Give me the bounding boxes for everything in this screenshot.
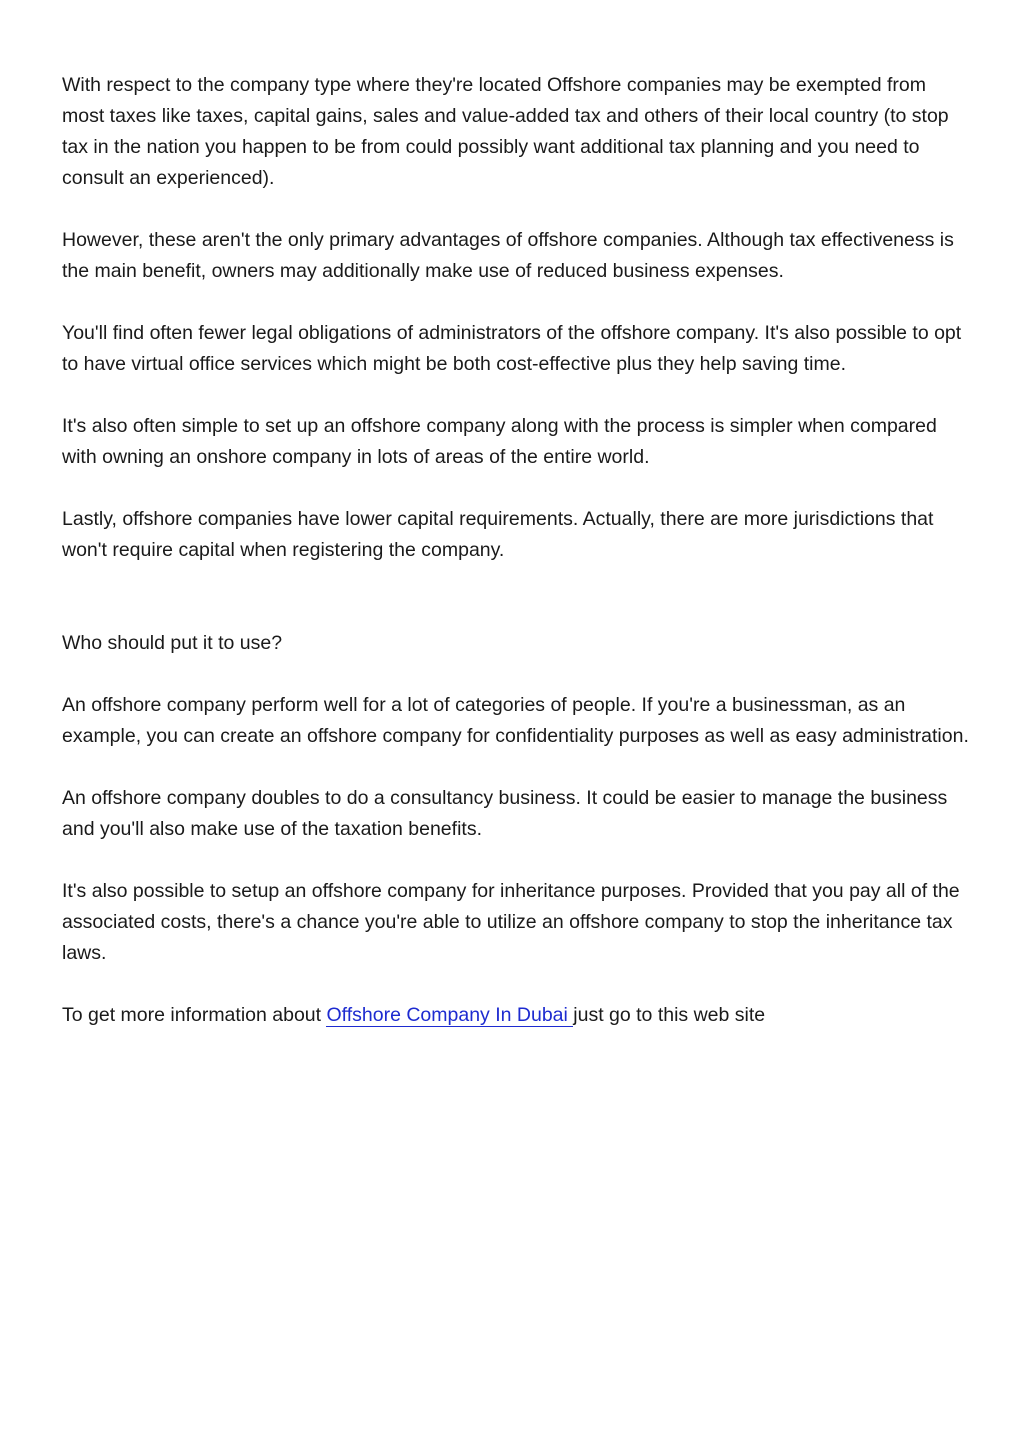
paragraph-legal-obligations: You'll find often fewer legal obligations of administrators of the offshore company. It's also possible to opt to have virtual office services which might be both cost-effective plus they help saving time. — [62, 322, 962, 375]
section-heading: Who should put it to use? — [62, 632, 283, 654]
closing-suffix: just go to this web site — [573, 1004, 766, 1026]
paragraph-consultancy: An offshore company doubles to do a consultancy business. It could be easier to manage the business and you'll also make use of the taxation benefits. — [62, 787, 948, 840]
closing-prefix: To get more information about — [62, 1004, 327, 1026]
closing-paragraph — [62, 1000, 972, 1031]
paragraph-simple-setup: It's also often simple to set up an offshore company along with the process is simpler when compared with owning an onshore company in lots of areas of the entire world. — [62, 415, 937, 468]
offshore-company-dubai-link[interactable]: Offshore Company In Dubai — [326, 1004, 574, 1026]
paragraph-capital-requirements: Lastly, offshore companies have lower capital requirements. Actually, there are more jurisdictions that won't require capital when registering the company. — [62, 508, 934, 561]
paragraph-categories-of-people: An offshore company perform well for a lot of categories of people. If you're a businessman, as an example, you can create an offshore company for confidentiality purposes as well as easy administration. — [62, 694, 969, 747]
paragraph-tax-exemption: With respect to the company type where they're located Offshore companies may be exempted from most taxes like taxes, capital gains, sales and value-added tax and others of their local country (to stop tax in the nation you happen to be from could possibly want additional tax planning and you need to consult an experienced). — [62, 74, 949, 189]
paragraph-advantages: However, these aren't the only primary advantages of offshore companies. Although tax effectiveness is the main benefit, owners may additionally make use of reduced business expenses. — [62, 229, 954, 282]
document-body — [62, 70, 972, 1062]
paragraph-inheritance: It's also possible to setup an offshore company for inheritance purposes. Provided that you pay all of the associated costs, there's a chance you're able to utilize an offshore company to stop the inheritance tax laws. — [62, 880, 960, 964]
